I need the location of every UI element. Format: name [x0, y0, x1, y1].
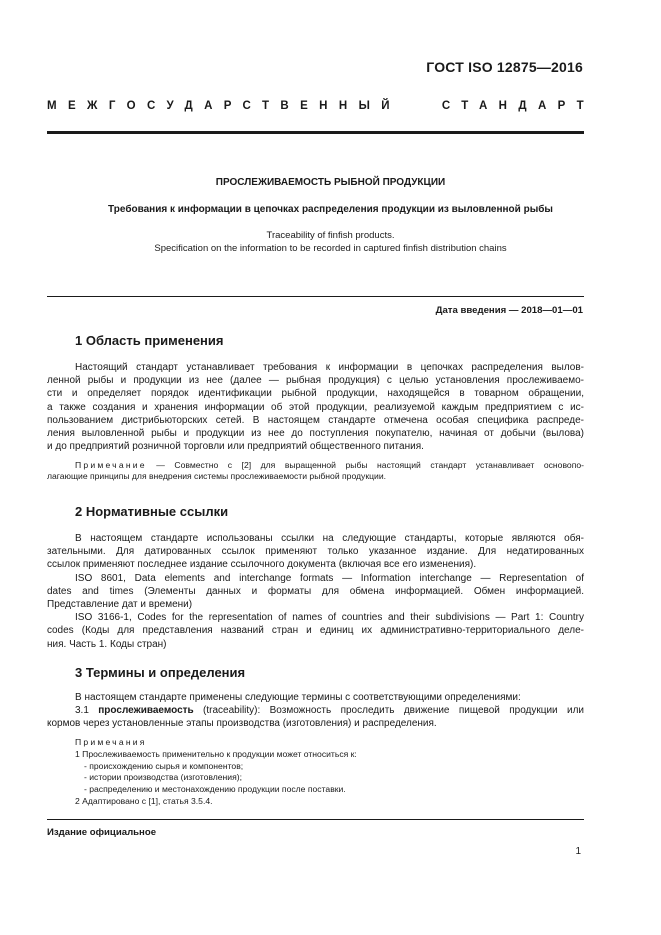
- section2-body: [47, 532, 584, 651]
- section1-note: [47, 460, 584, 482]
- introduction-date: Дата введения — 2018—01—01: [435, 305, 583, 316]
- paragraph-line: ленной рыбы и продукции из нее (далее — рыбная продукция) с целью установления прослеживаемо-: [47, 375, 584, 387]
- document-code: ГОСТ ISO 12875—2016: [426, 59, 583, 75]
- note-bullet: - происхождению сырья и компонентов;: [84, 760, 244, 771]
- note-text-line2: лагающие принципы для внедрения системы прослеживаемости рыбной продукции.: [47, 471, 387, 481]
- section1-heading: 1 Область применения: [75, 333, 224, 348]
- paragraph-line: сти и определяет порядок идентификации рыбной продукции, находящейся в товарном обращении,: [47, 388, 584, 400]
- header-rule: [47, 131, 584, 134]
- paragraph-line: пользованием дистрибьюторских сетей. В настоящем стандарте отмечена особая специфика распреде-: [47, 414, 584, 426]
- paragraph-line: ления выловленной рыбы и продукции из нее до поступления покупателю, начиная от добычи (вылова): [47, 428, 584, 440]
- standard-word: СТАНДАРТ: [441, 100, 595, 112]
- document-title: ПРОСЛЕЖИВАЕМОСТЬ РЫБНОЙ ПРОДУКЦИИ: [215, 177, 446, 188]
- reference-iso8601: ISO 8601, Data elements and interchange formats — Information interchange — Representation of: [75, 572, 584, 584]
- title-rule: [47, 296, 584, 297]
- paragraph-line: зательными. Для датированных ссылок применяют только указанное издание. Для недатированных: [47, 546, 584, 558]
- paragraph-line: и до предприятий розничной торговли или предприятий общественного питания.: [47, 441, 424, 453]
- paragraph-line: кормов через установленные этапы производства (изготовления) и распределения.: [47, 718, 437, 730]
- term-definition: 3.1 прослеживаемость (traceability): Возможность проследить движение пищевой продукции или: [75, 705, 584, 717]
- term-number: 3.1: [75, 705, 89, 717]
- notes-label: Примечания: [75, 737, 147, 747]
- english-title-line2: Specification on the information to be recorded in captured finfish distribution chains: [154, 243, 507, 254]
- note-label: Примечание: [75, 460, 147, 470]
- paragraph-line: codes (Коды для представления названий стран и единиц их административно-территориального деле-: [47, 625, 584, 637]
- note-item: 2 Адаптировано с [1], статья 3.5.4.: [75, 795, 213, 806]
- term: прослеживаемость: [98, 705, 194, 717]
- note-bullet: - истории производства (изготовления);: [84, 772, 242, 783]
- paragraph-line: dates and times (Элементы данных и форматы для обмена информацией. Обмен информацией.: [47, 585, 584, 597]
- section3-heading: 3 Термины и определения: [75, 665, 246, 680]
- reference-iso3166: ISO 3166-1, Codes for the representation of names of countries and their subdivisions — Part 1: Country: [75, 612, 584, 624]
- paragraph-line: ния. Часть 1. Коды стран): [47, 638, 167, 650]
- document-subtitle: Требования к информации в цепочках распределения продукции из выловленной рыбы: [108, 204, 553, 215]
- note-text: — Совместно с [2] для выращенной рыбы настоящий стандарт устанавливает основопо-: [146, 460, 584, 470]
- paragraph-line: В настоящем стандарте применены следующие термины с соответствующими определениями:: [75, 692, 521, 703]
- note-item: 1 Прослеживаемость применительно к продукции может относиться к:: [75, 748, 357, 759]
- section3-body: [47, 691, 584, 731]
- paragraph-line: В настоящем стандарте использованы ссылки на следующие стандарты, которые являются обя-: [75, 533, 584, 544]
- section3-notes: [75, 737, 584, 808]
- page-number: 1: [575, 846, 581, 857]
- section2-heading: 2 Нормативные ссылки: [75, 504, 229, 519]
- paragraph-line: ссылок применяют последнее издание ссылочного документа (включая все его изменения).: [47, 559, 477, 571]
- paragraph-line: а также создания и хранения информации об этой продукции, реализуемой каждым предприятием с ис-: [47, 401, 584, 413]
- section1-body: [47, 361, 584, 453]
- footer-rule: [47, 819, 584, 820]
- english-title: [0, 229, 661, 255]
- english-title-line1: Traceability of finfish products.: [266, 230, 395, 241]
- official-edition-label: Издание официальное: [47, 827, 157, 838]
- note-bullet: - распределению и местонахождению продукции после поставки.: [84, 784, 346, 795]
- interstate-word: МЕЖГОСУДАРСТВЕННЫЙ: [47, 100, 401, 112]
- paragraph-line: Настоящий стандарт устанавливает требования к информации в цепочках распределения вылов-: [75, 362, 584, 373]
- paragraph-line: Представление дат и времени): [47, 599, 193, 611]
